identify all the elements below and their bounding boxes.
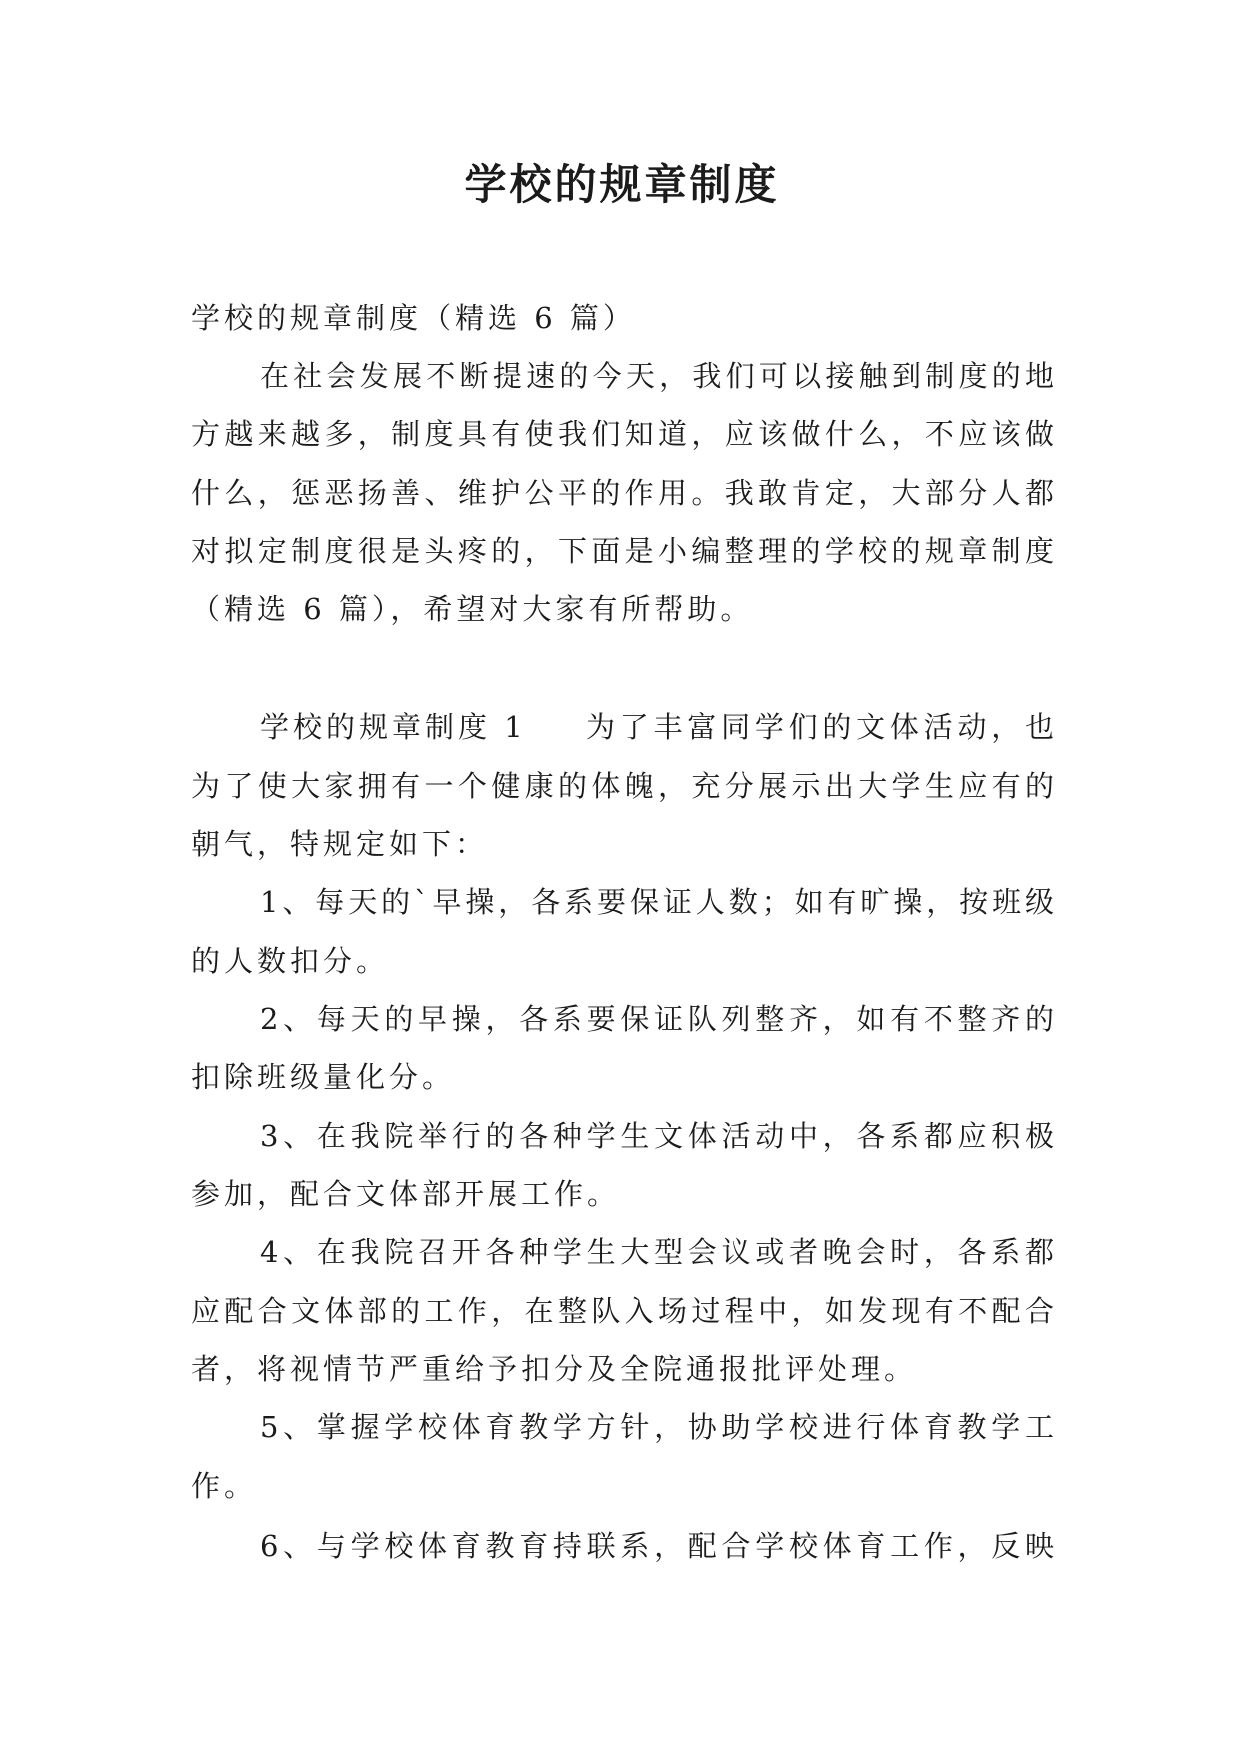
rule-item-line: 参加，配合文体部开展工作。: [191, 1177, 621, 1211]
rule-item-line: 扣除班级量化分。: [191, 1060, 456, 1094]
rule-item-line: 应配合文体部的工作，在整队入场过程中，如发现有不配合: [191, 1294, 1055, 1328]
section-lead-line: 朝气，特规定如下：: [191, 827, 489, 861]
rule-item-line: 的人数扣分。: [191, 944, 390, 978]
rule-item-line: 5、掌握学校体育教学方针，协助学校进行体育教学工: [260, 1410, 1055, 1444]
intro-line: 方越来越多，制度具有使我们知道，应该做什么，不应该做: [191, 417, 1055, 451]
section-heading-line: [260, 698, 1055, 756]
intro-line: 对拟定制度很是头疼的，下面是小编整理的学校的规章制度: [191, 534, 1055, 568]
rule-item-line: 者，将视情节严重给予扣分及全院通报批评处理。: [191, 1352, 918, 1386]
section-heading: 学校的规章制度 1: [260, 710, 527, 744]
intro-line: （精选 6 篇），希望对大家有所帮助。: [191, 592, 754, 626]
rule-item-line: 6、与学校体育教育持联系，配合学校体育工作，反映: [260, 1529, 1055, 1563]
document-title: 学校的规章制度: [464, 160, 780, 209]
rule-item-line: 2、每天的早操，各系要保证队列整齐，如有不整齐的: [260, 1002, 1055, 1036]
rule-item-line: 3、在我院举行的各种学生文体活动中，各系都应积极: [260, 1119, 1055, 1153]
section-lead-line: 为了丰富同学们的文体活动，也: [586, 710, 1055, 744]
document-subtitle: 学校的规章制度（精选 6 篇）: [191, 301, 636, 335]
rule-item-line: 1、每天的`早操，各系要保证人数；如有旷操，按班级: [260, 885, 1055, 919]
intro-line: 什么，惩恶扬善、维护公平的作用。我敢肯定，大部分人都: [191, 476, 1055, 510]
section-lead-line: 为了使大家拥有一个健康的体魄，充分展示出大学生应有的: [191, 769, 1055, 803]
rule-item-line: 4、在我院召开各种学生大型会议或者晚会时，各系都: [260, 1235, 1055, 1269]
intro-line: 在社会发展不断提速的今天，我们可以接触到制度的地: [260, 359, 1055, 393]
rule-item-line: 作。: [191, 1469, 258, 1503]
